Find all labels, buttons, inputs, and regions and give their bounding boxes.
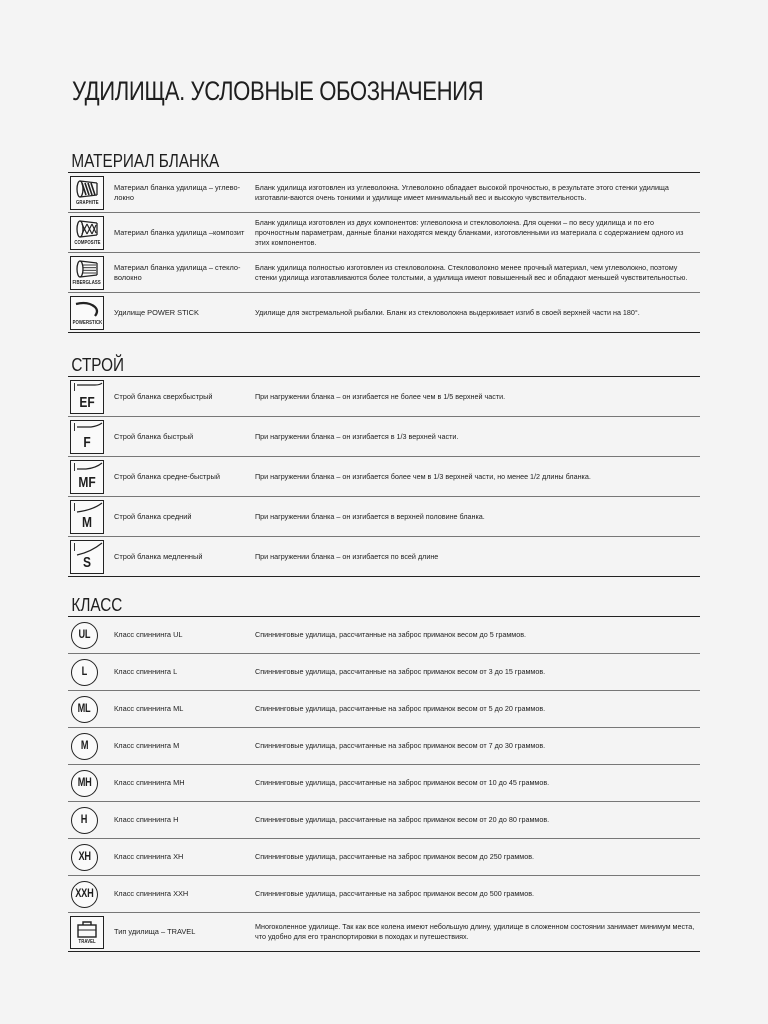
action-row-mf bbox=[68, 457, 700, 497]
power-description: Спиннинговые удилища, рассчитанные на заброс приманок весом до 5 граммов. bbox=[255, 630, 527, 639]
power-row-ul bbox=[68, 617, 700, 654]
power-description: Спиннинговые удилища, рассчитанные на заброс приманок весом от 20 до 80 граммов. bbox=[255, 815, 550, 824]
power-row-m bbox=[68, 728, 700, 765]
action-row-f bbox=[68, 417, 700, 457]
material-name: Материал бланка удилища – углево-локно bbox=[114, 182, 241, 202]
action-section-title: СТРОЙ bbox=[71, 355, 125, 375]
material-row-composite bbox=[68, 213, 700, 253]
power-name: Класс спиннинга XXH bbox=[114, 889, 189, 898]
power-row-xh bbox=[68, 839, 700, 876]
action-description: При нагружении бланка – он изгибается не более чем в 1/5 верхней части. bbox=[255, 391, 506, 401]
power-row-mh bbox=[68, 765, 700, 802]
action-description: При нагружении бланка – он изгибается в верхней половине бланка. bbox=[255, 511, 485, 521]
action-description: При нагружении бланка – он изгибается более чем в 1/3 верхней части, но менее 1/2 длины бланка. bbox=[255, 471, 591, 481]
composite-blank-icon: COMPOSITE bbox=[70, 216, 104, 250]
power-row-l bbox=[68, 654, 700, 691]
action-description: При нагружении бланка – он изгибается в 1/3 верхней части. bbox=[255, 431, 459, 441]
material-description: Бланк удилища полностью изготовлен из стекловолокна. Стекловолокно менее прочный материал, чем углеволокно, поэтому стенки удилища изготавливаются более толстыми, а удилища имеют повышенный вес и обладают меньшей чувствительностью. bbox=[255, 262, 688, 282]
travel-name: Тип удилища – TRAVEL bbox=[114, 927, 196, 936]
material-description: Бланк удилища изготовлен из углеволокна. Углеволокно обладает высокой прочностью, в результате этого стенки удилища изготавли-ваются очень тонкими и удилище имеет минимальный вес и высокую чувствительность. bbox=[255, 182, 669, 202]
material-row-fiberglass bbox=[68, 253, 700, 293]
powerstick-icon: POWERSTICK bbox=[70, 296, 104, 330]
power-name: Класс спиннинга UL bbox=[114, 630, 183, 639]
class-m-icon: M bbox=[71, 733, 98, 760]
class-xxh-icon: XXH bbox=[71, 881, 98, 908]
travel-row bbox=[68, 913, 700, 952]
slow-action-icon: S bbox=[70, 540, 104, 574]
action-name: Строй бланка сверхбыстрый bbox=[114, 391, 213, 401]
class-mh-icon: MH bbox=[71, 770, 98, 797]
material-description: Удилище для экстремальной рыбалки. Бланк из стекловолокна выдерживает изгиб в своей верхней части на 180°. bbox=[255, 307, 640, 317]
action-row-m bbox=[68, 497, 700, 537]
class-h-icon: H bbox=[71, 807, 98, 834]
travel-description: Многоколенное удилище. Так как все колена имеют небольшую длину, удилище в сложенном состоянии занимает минимум места, что удобно для его транспортировки в походах и путешествиях. bbox=[255, 922, 695, 941]
fiberglass-blank-icon: FIBERGLASS bbox=[70, 256, 104, 290]
material-section-title: МАТЕРИАЛ БЛАНКА bbox=[71, 151, 220, 171]
graphite-blank-icon: GRAPHITE bbox=[70, 176, 104, 210]
power-name: Класс спиннинга L bbox=[114, 667, 178, 676]
page-title: УДИЛИЩА. УСЛОВНЫЕ ОБОЗНАЧЕНИЯ bbox=[72, 76, 484, 106]
action-description: При нагружении бланка – он изгибается по всей длине bbox=[255, 551, 439, 561]
power-description: Спиннинговые удилища, рассчитанные на заброс приманок весом до 250 граммов. bbox=[255, 852, 535, 861]
power-name: Класс спиннинга ML bbox=[114, 704, 184, 713]
power-section bbox=[68, 594, 700, 952]
action-row-s bbox=[68, 537, 700, 577]
moderate-fast-action-icon: MF bbox=[70, 460, 104, 494]
travel-case-icon: TRAVEL bbox=[70, 916, 104, 949]
power-description: Спиннинговые удилища, рассчитанные на заброс приманок весом от 7 до 30 граммов. bbox=[255, 741, 546, 750]
action-name: Строй бланка быстрый bbox=[114, 431, 194, 441]
action-name: Строй бланка средний bbox=[114, 511, 192, 521]
material-name: Материал бланка удилища – стекло-волокно bbox=[114, 262, 241, 282]
power-description: Спиннинговые удилища, рассчитанные на заброс приманок весом до 500 граммов. bbox=[255, 889, 535, 898]
class-xh-icon: XH bbox=[71, 844, 98, 871]
action-name: Строй бланка средне-быстрый bbox=[114, 471, 220, 481]
power-name: Класс спиннинга M bbox=[114, 741, 180, 750]
moderate-action-icon: M bbox=[70, 500, 104, 534]
action-name: Строй бланка медленный bbox=[114, 551, 203, 561]
power-row-ml bbox=[68, 691, 700, 728]
power-section-title: КЛАСС bbox=[71, 595, 123, 615]
power-name: Класс спиннинга H bbox=[114, 815, 179, 824]
power-name: Класс спиннинга MH bbox=[114, 778, 185, 787]
material-name: Удилище POWER STICK bbox=[114, 307, 199, 317]
power-row-h bbox=[68, 802, 700, 839]
power-row-xxh bbox=[68, 876, 700, 913]
material-description: Бланк удилища изготовлен из двух компонентов: углеволокна и стекловолокна. Для оценки – по весу удилища и по его прочностным параметрам, данные бланки находятся между бланками, изготовленными из материала с содержанием одного из этих компонентов. bbox=[255, 217, 684, 247]
class-ml-icon: ML bbox=[71, 696, 98, 723]
material-name: Материал бланка удилища –композит bbox=[114, 227, 245, 237]
fast-action-icon: F bbox=[70, 420, 104, 454]
action-row-ef bbox=[68, 377, 700, 417]
material-section bbox=[68, 150, 700, 333]
power-description: Спиннинговые удилища, рассчитанные на заброс приманок весом от 3 до 15 граммов. bbox=[255, 667, 546, 676]
material-row-graphite bbox=[68, 173, 700, 213]
power-name: Класс спиннинга XH bbox=[114, 852, 184, 861]
action-section bbox=[68, 354, 700, 577]
power-description: Спиннинговые удилища, рассчитанные на заброс приманок весом от 5 до 20 граммов. bbox=[255, 704, 546, 713]
class-ul-icon: UL bbox=[71, 622, 98, 649]
material-row-powerstick bbox=[68, 293, 700, 333]
class-l-icon: L bbox=[71, 659, 98, 686]
power-description: Спиннинговые удилища, рассчитанные на заброс приманок весом от 10 до 45 граммов. bbox=[255, 778, 550, 787]
extra-fast-action-icon: EF bbox=[70, 380, 104, 414]
